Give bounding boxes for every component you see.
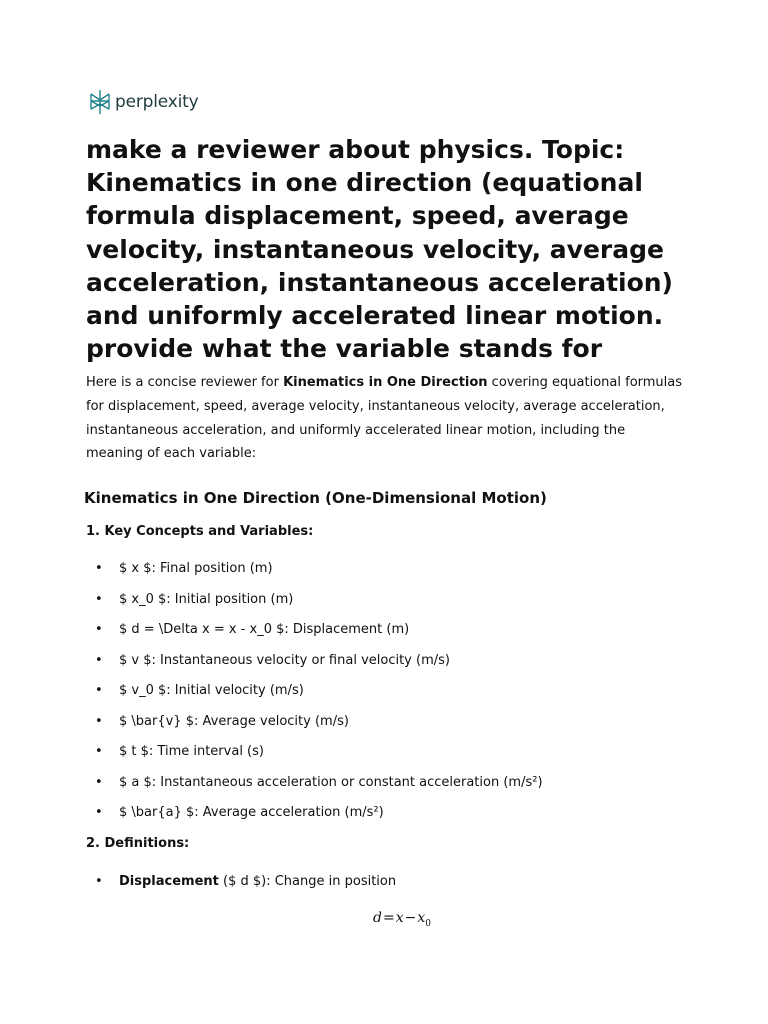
list-item: • $ x_0 $: Initial position (m) xyxy=(0,588,768,619)
variables-list xyxy=(0,557,768,832)
brand-name: perplexity xyxy=(115,92,199,112)
formula-subscript: 0 xyxy=(425,918,431,929)
definition-text: ($ d $): Change in position xyxy=(218,874,397,889)
list-item: • $ a $: Instantaneous acceleration or constant acceleration (m/s²) xyxy=(0,771,768,802)
definitions-list xyxy=(0,870,768,901)
formula-x0: x xyxy=(417,910,426,926)
list-item xyxy=(0,870,768,901)
formula-lhs: d xyxy=(373,910,382,926)
list-item: • $ \bar{a} $: Average acceleration (m/s²) xyxy=(0,801,768,832)
definitions-heading: 2. Definitions: xyxy=(86,836,190,851)
perplexity-logo-icon xyxy=(89,89,111,115)
intro-bold: Kinematics in One Direction xyxy=(283,375,488,390)
displacement-formula xyxy=(373,910,431,929)
list-item: • $ \bar{v} $: Average velocity (m/s) xyxy=(0,710,768,741)
formula-equals: = xyxy=(382,910,395,926)
definition-term: Displacement xyxy=(119,874,219,889)
intro-before: Here is a concise reviewer for xyxy=(86,375,284,390)
intro-paragraph xyxy=(86,371,686,466)
concepts-heading: 1. Key Concepts and Variables: xyxy=(86,524,314,539)
formula-minus: − xyxy=(404,910,417,926)
brand-logo xyxy=(89,89,198,115)
list-item: • $ t $: Time interval (s) xyxy=(0,740,768,771)
list-item: • $ v_0 $: Initial velocity (m/s) xyxy=(0,679,768,710)
section-title: Kinematics in One Direction (One-Dimensional Motion) xyxy=(84,489,547,507)
intro-after: covering equational formulas for displacement, speed, average velocity, instantaneous velocity, average acceleration, instantaneous acceleration, and uniformly accelerated linear motion, including the meaning of each variable: xyxy=(86,375,683,462)
list-item: • $ d = \Delta x = x - x_0 $: Displacement (m) xyxy=(0,618,768,649)
page-title: make a reviewer about physics. Topic: Kinematics in one direction (equational formula displacement, speed, average velocity, instantaneous velocity, average acceleration, instantaneous acceleration) and uniformly accelerated linear motion. provide what the variable stands for xyxy=(86,135,673,364)
formula-x: x xyxy=(395,910,404,926)
list-item: • $ v $: Instantaneous velocity or final velocity (m/s) xyxy=(0,649,768,680)
list-item: • $ x $: Final position (m) xyxy=(0,557,768,588)
